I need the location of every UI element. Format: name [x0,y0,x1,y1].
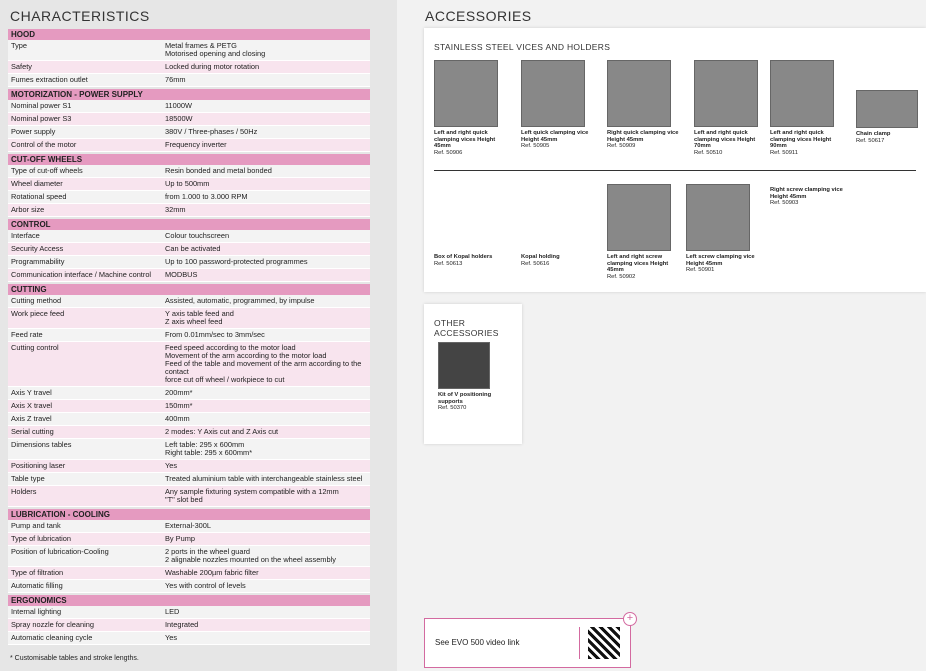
accessory-item[interactable] [607,60,685,150]
accessory-caption: Box of Kopal holders [434,254,493,260]
accessory-item[interactable] [434,60,512,157]
spec-row [8,460,370,473]
section-header: CUT-OFF WHEELS [8,154,370,165]
spec-row [8,269,370,282]
section-header: HOOD [8,29,370,40]
accessory-ref: Ref. 50905 [521,143,550,149]
spec-row [8,295,370,308]
spec-value: Assisted, automatic, programmed, by impulse [165,296,315,305]
spec-row [8,533,370,546]
spec-key: Table type [11,474,45,483]
accessory-ref: Ref. 50911 [770,149,798,156]
spec-value: Washable 200µm fabric filter [165,568,259,577]
accessory-caption: Right quick clamping vice Height 45mm [607,130,679,143]
spec-row [8,230,370,243]
spec-row [8,74,370,87]
spec-key: Programmability [11,257,65,266]
accessory-item[interactable] [434,186,512,268]
spec-key: Positioning laser [11,461,66,470]
accessory-caption: Left quick clamping vice Height 45mm [521,130,589,143]
spec-key: Rotational speed [11,192,67,201]
accessory-image [770,60,834,127]
spec-key: Type [11,41,28,50]
spec-key: Holders [11,487,37,496]
vices-panel [424,28,926,292]
spec-value: 76mm [165,75,186,84]
footnote: * Customisable tables and stroke lengths. [10,655,139,662]
spec-value: Can be activated [165,244,221,253]
accessory-item[interactable] [770,184,848,207]
accessory-caption: Kopal holding [521,254,560,260]
spec-value: Resin bonded and metal bonded [165,166,272,175]
video-link-text[interactable]: See EVO 500 video link [435,638,520,647]
section-rows [8,100,370,152]
spec-row [8,426,370,439]
accessory-image [694,60,758,127]
accessory-image [856,90,918,128]
spec-value: From 0.01mm/sec to 3mm/sec [165,330,265,339]
spec-key: Axis Y travel [11,388,52,397]
spec-value: Integrated [165,620,199,629]
accessory-image [434,60,498,127]
accessory-item[interactable] [694,60,772,157]
spec-row [8,243,370,256]
spec-key: Type of lubrication [11,534,71,543]
spec-row [8,139,370,152]
accessory-caption: Left and right quick clamping vices Height 70mm [694,130,756,149]
spec-value: By Pump [165,534,195,543]
section-header: ERGONOMICS [8,595,370,606]
spec-row [8,329,370,342]
spec-row [8,256,370,269]
spec-table [8,27,370,645]
spec-key: Cutting control [11,343,59,352]
spec-key: Power supply [11,127,56,136]
spec-key: Nominal power S1 [11,101,72,110]
spec-value: External-300L [165,521,212,530]
accessory-image [607,184,671,251]
spec-row [8,439,370,460]
qr-code-icon [588,627,620,659]
spec-value: 11000W [165,101,192,110]
spec-row [8,100,370,113]
section-rows [8,165,370,217]
accessory-item[interactable] [856,60,926,145]
characteristics-title: CHARACTERISTICS [10,8,150,24]
spec-value: Any sample fixturing system compatible with a 12mm "T" slot bed [165,487,339,504]
spec-row [8,308,370,329]
spec-value: 380V / Three-phases / 50Hz [165,127,258,136]
spec-row [8,619,370,632]
spec-value: MODBUS [165,270,198,279]
accessory-caption: Chain clamp [856,131,891,137]
accessory-item[interactable] [521,60,599,150]
spec-key: Dimensions tables [11,440,72,449]
spec-value: Left table: 295 x 600mm Right table: 295 x 600mm* [165,440,253,457]
accessory-item[interactable] [521,186,599,268]
accessories-title: ACCESSORIES [425,8,532,24]
accessory-caption: Right screw clamping vice Height 45mm [770,187,843,200]
spec-row [8,413,370,426]
accessory-item[interactable] [686,184,764,274]
spec-value: Colour touchscreen [165,231,230,240]
spec-key: Communication interface / Machine control [11,270,152,279]
spec-row [8,113,370,126]
spec-value: Feed speed according to the motor load Movement of the arm according to the motor load Feed of the table and movement of the arm according to the contact force cut off wheel / workpiece to cut [165,343,362,384]
spec-key: Axis X travel [11,401,53,410]
spec-key: Interface [11,231,40,240]
accessory-ref: Ref. 50902 [607,273,636,280]
spec-value: Treated aluminium table with interchangeable stainless steel [165,474,363,483]
spec-key: Safety [11,62,32,71]
accessory-ref: Ref. 50901 [686,267,715,273]
accessory-caption: Left and right screw clamping vices Height 45mm [607,254,669,273]
spec-value: Yes [165,461,178,470]
spec-row [8,342,370,387]
spec-row [8,204,370,217]
spec-row [8,165,370,178]
section-header: CUTTING [8,284,370,295]
spec-key: Arbor size [11,205,45,214]
section-header: LUBRICATION - COOLING [8,509,370,520]
accessory-ref: Ref. 50616 [521,260,550,267]
spec-key: Feed rate [11,330,43,339]
spec-value: 200mm* [165,388,193,397]
accessory-ref: Ref. 50906 [434,149,463,156]
spec-key: Axis Z travel [11,414,52,423]
spec-key: Fumes extraction outlet [11,75,88,84]
spec-value: LED [165,607,180,616]
spec-row [8,191,370,204]
other-panel [424,304,522,444]
section-rows [8,230,370,282]
spec-row [8,580,370,593]
spec-key: Pump and tank [11,521,61,530]
spec-value: 400mm [165,414,190,423]
spec-value: Yes [165,633,178,642]
accessory-image [686,184,750,251]
accessory-image [438,342,490,389]
spec-key: Type of filtration [11,568,64,577]
spec-row [8,632,370,645]
accessory-image [521,186,583,251]
spec-key: Wheel diameter [11,179,63,188]
spec-key: Work piece feed [11,309,65,318]
spec-row [8,486,370,507]
accessory-image [521,60,585,127]
spec-row [8,387,370,400]
spec-key: Position of lubrication-Cooling [11,547,109,556]
spec-row [8,40,370,61]
accessory-caption: Left screw clamping vice Height 45mm [686,254,755,267]
accessory-caption: Left and right quick clamping vices Height 45mm [434,130,496,149]
spec-row [8,61,370,74]
spec-row [8,400,370,413]
vices-title: STAINLESS STEEL VICES AND HOLDERS [434,42,611,52]
section-rows [8,520,370,593]
spec-value: from 1.000 to 3.000 RPM [165,192,248,201]
section-rows [8,606,370,645]
spec-row [8,178,370,191]
spec-row [8,473,370,486]
accessory-ref: Ref. 50903 [770,200,799,206]
spec-value: Locked during motor rotation [165,62,260,71]
spec-row [8,546,370,567]
accessory-item[interactable] [438,342,516,412]
spec-row [8,126,370,139]
spec-value: Y axis table feed and Z axis wheel feed [165,309,234,326]
spec-value: 32mm [165,205,186,214]
section-rows [8,40,370,87]
spec-value: Yes with control of levels [165,581,246,590]
spec-key: Automatic filling [11,581,63,590]
accessory-ref: Ref. 50909 [607,143,636,149]
separator [579,627,580,659]
section-header: MOTORIZATION - POWER SUPPLY [8,89,370,100]
spec-row [8,606,370,619]
accessory-caption: Kit of V positioning supports [438,392,492,405]
plus-icon[interactable]: + [623,612,637,626]
spec-value: 18500W [165,114,193,123]
accessory-item[interactable] [607,184,685,281]
spec-value: Up to 100 password-protected programmes [165,257,308,266]
spec-key: Automatic cleaning cycle [11,633,93,642]
spec-key: Spray nozzle for cleaning [11,620,94,629]
spec-value: 150mm* [165,401,193,410]
accessory-image [434,186,496,251]
section-rows [8,295,370,507]
spec-row [8,567,370,580]
spec-value: Up to 500mm [165,179,210,188]
spec-key: Nominal power S3 [11,114,72,123]
characteristics-column [0,0,397,671]
spec-value: Metal frames & PETG Motorised opening and closing [165,41,266,58]
spec-key: Serial cutting [11,427,54,436]
spec-key: Internal lighting [11,607,62,616]
divider [434,170,916,171]
accessory-item[interactable] [770,60,848,157]
other-title: OTHER ACCESSORIES [434,318,499,338]
spec-key: Security Access [11,244,64,253]
spec-value: Frequency inverter [165,140,227,149]
accessory-ref: Ref. 50370 [438,405,467,411]
spec-key: Cutting method [11,296,62,305]
accessory-ref: Ref. 50617 [856,137,885,144]
spec-value: 2 modes: Y Axis cut and Z Axis cut [165,427,279,436]
accessory-image [607,60,671,127]
section-header: CONTROL [8,219,370,230]
spec-key: Control of the motor [11,140,77,149]
spec-row [8,520,370,533]
accessory-ref: Ref. 50613 [434,260,463,267]
video-link-box[interactable] [424,612,634,668]
accessory-caption: Left and right quick clamping vices Height 90mm [770,130,832,149]
accessory-ref: Ref. 50510 [694,149,723,156]
accessories-column [397,0,926,671]
spec-key: Type of cut-off wheels [11,166,83,175]
spec-value: 2 ports in the wheel guard 2 alignable nozzles mounted on the wheel assembly [165,547,336,564]
